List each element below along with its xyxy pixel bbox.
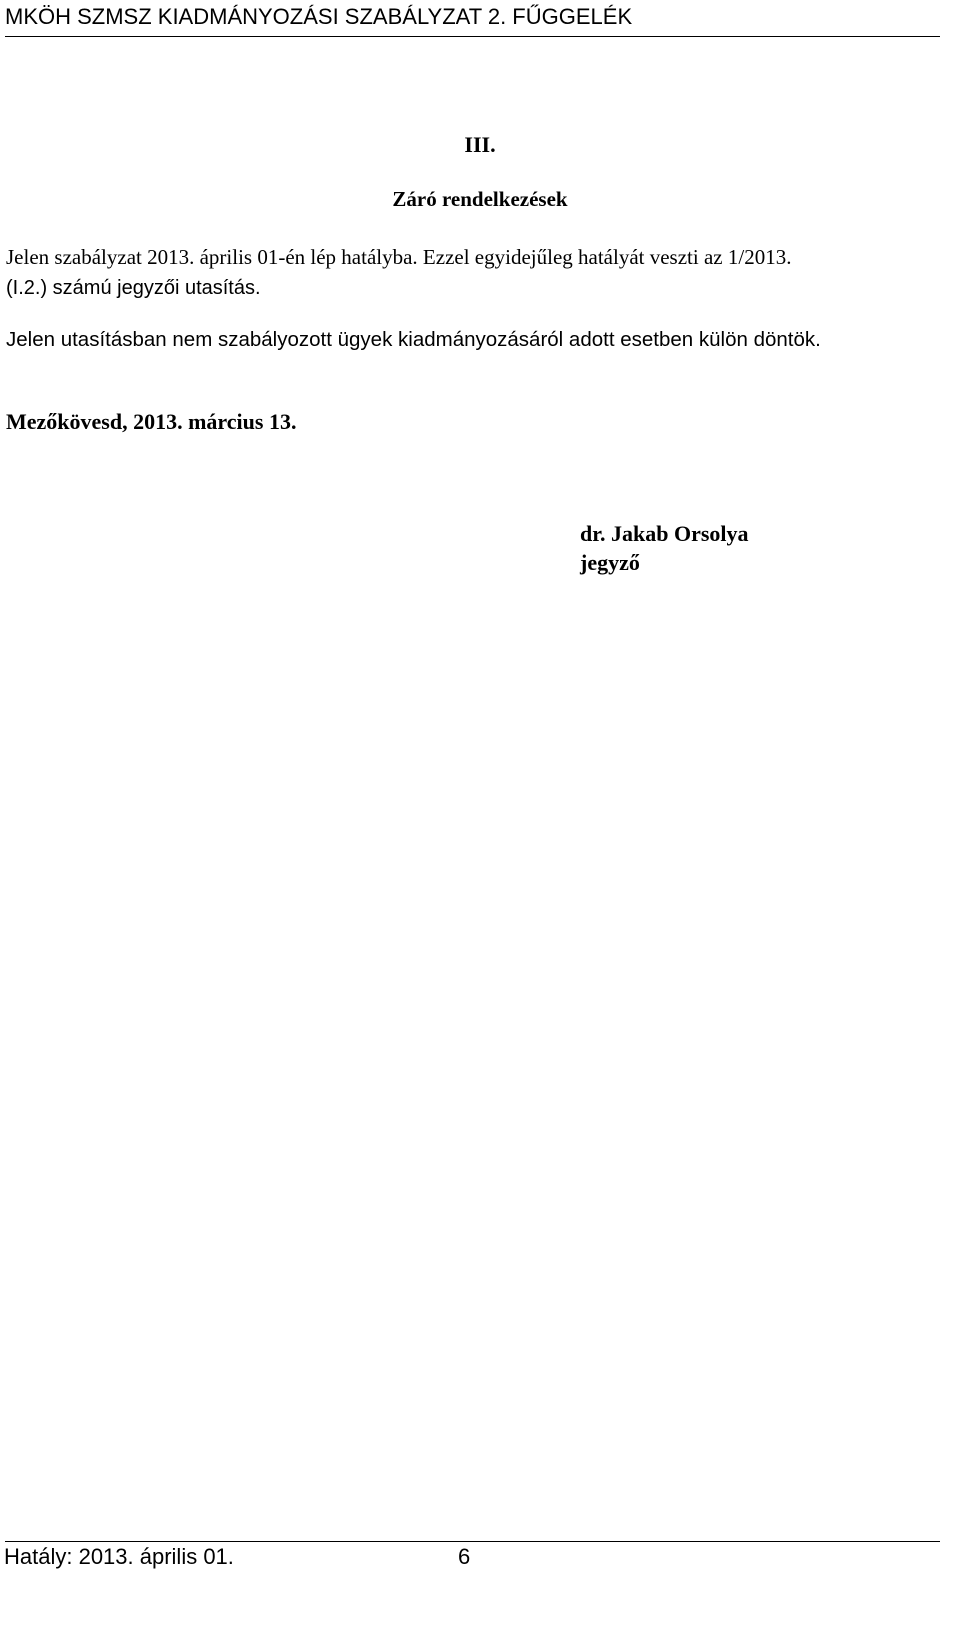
place-and-date: Mezőkövesd, 2013. március 13. — [6, 409, 297, 434]
paragraph-unregulated-cases: Jelen utasításban nem szabályozott ügyek kiadmányozásáról adott esetben külön döntök. — [6, 328, 821, 351]
footer-effective-date: Hatály: 2013. április 01. — [4, 1544, 234, 1569]
signer-title: jegyző — [580, 550, 640, 575]
paragraph-repealed-instruction: (I.2.) számú jegyzői utasítás. — [6, 277, 261, 299]
section-title: Záró rendelkezések — [392, 187, 568, 211]
page-number: 6 — [458, 1544, 471, 1569]
header-divider — [5, 36, 940, 37]
paragraph-effective-date: Jelen szabályzat 2013. április 01-én lép hatályba. Ezzel egyidejűleg hatályát veszti az 1/2013. — [6, 245, 792, 269]
section-number: III. — [464, 132, 496, 157]
page-header: MKÖH SZMSZ KIADMÁNYOZÁSI SZABÁLYZAT 2. FŰGGELÉK — [5, 4, 633, 29]
signer-name: dr. Jakab Orsolya — [580, 521, 749, 546]
footer-divider — [5, 1541, 940, 1542]
